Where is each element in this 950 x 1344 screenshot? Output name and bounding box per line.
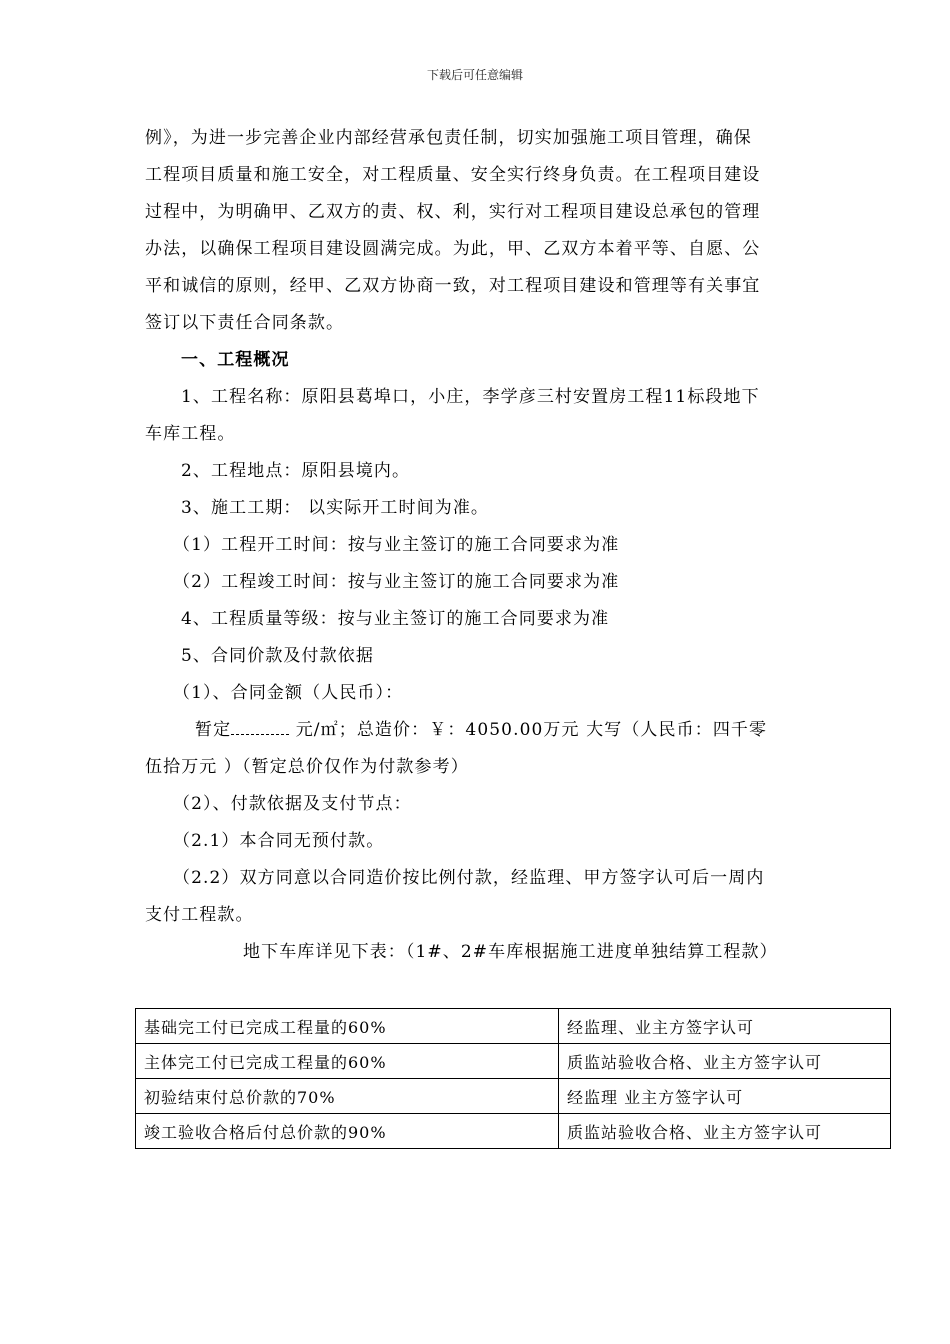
payment-basis-heading: （2）、付款依据及支付节点： bbox=[173, 794, 412, 814]
payment-condition: 竣工验收合格后付总价款的90% bbox=[136, 1114, 559, 1149]
approval-requirement: 经监理 业主方签字认可 bbox=[559, 1079, 891, 1114]
intro-line: 例》，为进一步完善企业内部经营承包责任制，切实加强施工项目管理，确保 bbox=[145, 128, 752, 148]
price-line-cont: 伍拾万元 ）（暂定总价仅作为付款参考） bbox=[145, 757, 469, 777]
completion-time: （2）工程竣工时间：按与业主签订的施工合同要求为准 bbox=[173, 572, 620, 592]
table-row bbox=[136, 1114, 891, 1149]
payment-condition: 初验结束付总价款的70% bbox=[136, 1079, 559, 1114]
blank-underline bbox=[231, 720, 289, 735]
project-name-line: 1、工程名称：原阳县葛埠口，小庄，李学彦三村安置房工程11标段地下 bbox=[181, 387, 760, 407]
contract-price-heading: 5、合同价款及付款依据 bbox=[181, 646, 374, 666]
approval-requirement: 经监理、业主方签字认可 bbox=[559, 1009, 891, 1044]
approval-requirement: 质监站验收合格、业主方签字认可 bbox=[559, 1044, 891, 1079]
proportional-payment: （2.2）双方同意以合同造价按比例付款，经监理、甲方签字认可后一周内 bbox=[173, 868, 765, 888]
payment-schedule-table bbox=[135, 1008, 891, 1149]
page-header-note: 下载后可任意编辑 bbox=[426, 68, 523, 82]
project-name-line-cont: 车库工程。 bbox=[145, 424, 236, 444]
intro-line: 平和诚信的原则，经甲、乙双方协商一致，对工程项目建设和管理等有关事宜 bbox=[145, 276, 761, 296]
price-text: 元/㎡；总造价：￥：4050.00万元 大写（人民币：四千零 bbox=[289, 720, 768, 740]
section-heading-project-overview: 一、工程概况 bbox=[181, 350, 290, 370]
construction-period: 3、施工工期： 以实际开工时间为准。 bbox=[181, 498, 490, 518]
contract-body bbox=[145, 120, 815, 971]
payment-condition: 主体完工付已完成工程量的60% bbox=[136, 1044, 559, 1079]
intro-line: 签订以下责任合同条款。 bbox=[145, 313, 345, 333]
price-prefix: 暂定 bbox=[195, 720, 232, 740]
start-time: （1）工程开工时间：按与业主签订的施工合同要求为准 bbox=[173, 535, 620, 555]
intro-line: 过程中，为明确甲、乙双方的责、权、利，实行对工程项目建设总承包的管理 bbox=[145, 202, 761, 222]
approval-requirement: 质监站验收合格、业主方签字认可 bbox=[559, 1114, 891, 1149]
contract-amount-heading: （1）、合同金额（人民币）： bbox=[173, 683, 404, 703]
intro-line: 办法，以确保工程项目建设圆满完成。为此，甲、乙双方本着平等、自愿、公 bbox=[145, 239, 761, 259]
table-row bbox=[136, 1079, 891, 1114]
proportional-payment-cont: 支付工程款。 bbox=[145, 905, 254, 925]
table-row bbox=[136, 1009, 891, 1044]
payment-condition: 基础完工付已完成工程量的60% bbox=[136, 1009, 559, 1044]
intro-line: 工程项目质量和施工安全，对工程质量、安全实行终身负责。在工程项目建设 bbox=[145, 165, 761, 185]
price-line bbox=[145, 712, 815, 749]
project-location: 2、工程地点：原阳县境内。 bbox=[181, 461, 411, 481]
table-row bbox=[136, 1044, 891, 1079]
no-advance-payment: （2.1）本合同无预付款。 bbox=[173, 831, 385, 851]
table-note: 地下车库详见下表：（1#、2#车库根据施工进度单独结算工程款） bbox=[243, 942, 778, 962]
quality-grade: 4、工程质量等级：按与业主签订的施工合同要求为准 bbox=[181, 609, 610, 629]
